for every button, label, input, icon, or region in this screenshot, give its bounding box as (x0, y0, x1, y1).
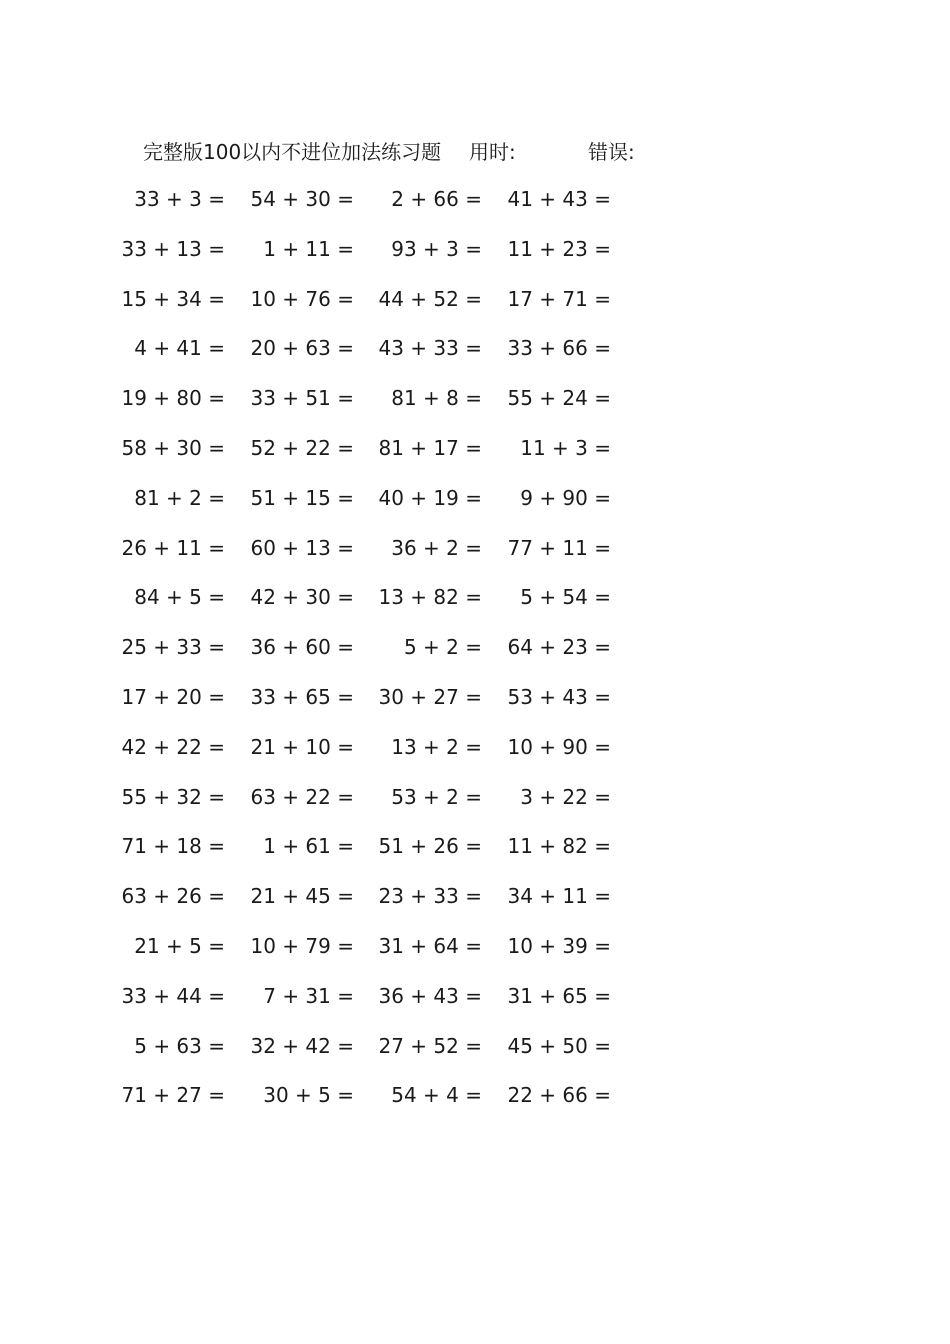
addition-problem: 33 + 13 = (121, 236, 225, 261)
addition-problem: 11 + 82 = (507, 834, 611, 859)
addition-problem: 17 + 71 = (507, 286, 611, 311)
addition-problem: 13 + 82 = (378, 585, 482, 610)
addition-problem: 77 + 11 = (507, 535, 611, 560)
addition-problem: 63 + 22 = (250, 784, 354, 809)
addition-problem: 10 + 76 = (250, 286, 354, 311)
addition-problem: 60 + 13 = (250, 535, 354, 560)
addition-problem: 3 + 22 = (520, 784, 611, 809)
addition-problem: 11 + 3 = (520, 436, 611, 460)
addition-problem: 55 + 24 = (507, 386, 611, 411)
addition-problem: 30 + 27 = (378, 685, 482, 709)
addition-problem: 36 + 43 = (378, 983, 482, 1008)
addition-problem: 13 + 2 = (391, 734, 482, 759)
addition-problem: 52 + 22 = (250, 436, 354, 460)
addition-problem: 42 + 30 = (250, 585, 354, 610)
addition-problem: 21 + 5 = (134, 934, 225, 958)
addition-problem: 23 + 33 = (378, 884, 482, 909)
addition-problem: 26 + 11 = (121, 535, 225, 560)
addition-problem: 5 + 63 = (134, 1033, 225, 1058)
addition-problem: 81 + 8 = (391, 386, 482, 411)
addition-problem: 51 + 26 = (378, 834, 482, 859)
addition-problem: 19 + 80 = (121, 386, 225, 411)
addition-problem: 21 + 10 = (250, 734, 354, 759)
addition-problem: 32 + 42 = (250, 1033, 354, 1058)
addition-problem: 58 + 30 = (121, 436, 225, 460)
addition-problem: 71 + 18 = (121, 834, 225, 859)
addition-problem: 21 + 45 = (250, 884, 354, 909)
addition-problem: 81 + 17 = (378, 436, 482, 460)
addition-problem: 10 + 39 = (507, 934, 611, 958)
addition-problem: 10 + 90 = (507, 734, 611, 759)
addition-problem: 9 + 90 = (520, 485, 611, 510)
addition-problem: 1 + 11 = (263, 236, 354, 261)
addition-problem: 25 + 33 = (121, 635, 225, 660)
addition-problem: 43 + 33 = (378, 336, 482, 361)
addition-problem: 31 + 64 = (378, 934, 482, 958)
addition-problem: 51 + 15 = (250, 485, 354, 510)
addition-problem: 15 + 34 = (121, 286, 225, 311)
worksheet-title: 完整版100以内不进位加法练习题 (143, 140, 442, 164)
addition-problem: 7 + 31 = (263, 983, 354, 1008)
addition-problem: 71 + 27 = (121, 1083, 225, 1108)
addition-problem: 31 + 65 = (507, 983, 611, 1008)
addition-problem: 5 + 2 = (403, 635, 482, 660)
addition-problem: 30 + 5 = (263, 1083, 354, 1108)
addition-problem: 42 + 22 = (121, 734, 225, 759)
addition-problem: 33 + 66 = (507, 336, 611, 361)
addition-problem: 27 + 52 = (378, 1033, 482, 1058)
addition-problem: 54 + 4 = (391, 1083, 482, 1108)
addition-problem: 53 + 2 = (391, 784, 482, 809)
addition-problem: 33 + 44 = (121, 983, 225, 1008)
addition-problem: 55 + 32 = (121, 784, 225, 809)
addition-problem: 93 + 3 = (391, 236, 482, 261)
addition-problem: 40 + 19 = (378, 485, 482, 510)
addition-problem: 20 + 63 = (250, 336, 354, 361)
addition-problem: 34 + 11 = (507, 884, 611, 909)
addition-problem: 84 + 5 = (134, 585, 225, 610)
addition-problem: 10 + 79 = (250, 934, 354, 958)
addition-problem: 36 + 2 = (391, 535, 482, 560)
addition-problem: 22 + 66 = (507, 1083, 611, 1108)
addition-problem: 17 + 20 = (121, 685, 225, 709)
addition-problem: 81 + 2 = (134, 485, 225, 510)
addition-problem: 53 + 43 = (507, 685, 611, 709)
addition-problem: 33 + 65 = (250, 685, 354, 709)
addition-problem: 11 + 23 = (507, 236, 611, 261)
addition-problem: 36 + 60 = (250, 635, 354, 660)
addition-problem: 64 + 23 = (507, 635, 611, 660)
addition-problem: 4 + 41 = (134, 336, 225, 361)
addition-problem: 44 + 52 = (378, 286, 482, 311)
addition-problem: 63 + 26 = (121, 884, 225, 909)
addition-problem: 33 + 3 = (134, 187, 225, 211)
addition-problem: 1 + 61 = (263, 834, 354, 859)
addition-problem: 5 + 54 = (520, 585, 611, 610)
addition-problem: 33 + 51 = (250, 386, 354, 411)
errors-label: 错误: (588, 140, 635, 164)
addition-problem: 2 + 66 = (391, 187, 482, 211)
addition-problem: 41 + 43 = (507, 187, 611, 211)
addition-problem: 45 + 50 = (507, 1033, 611, 1058)
addition-problem: 54 + 30 = (250, 187, 354, 211)
time-used-label: 用时: (469, 140, 516, 164)
